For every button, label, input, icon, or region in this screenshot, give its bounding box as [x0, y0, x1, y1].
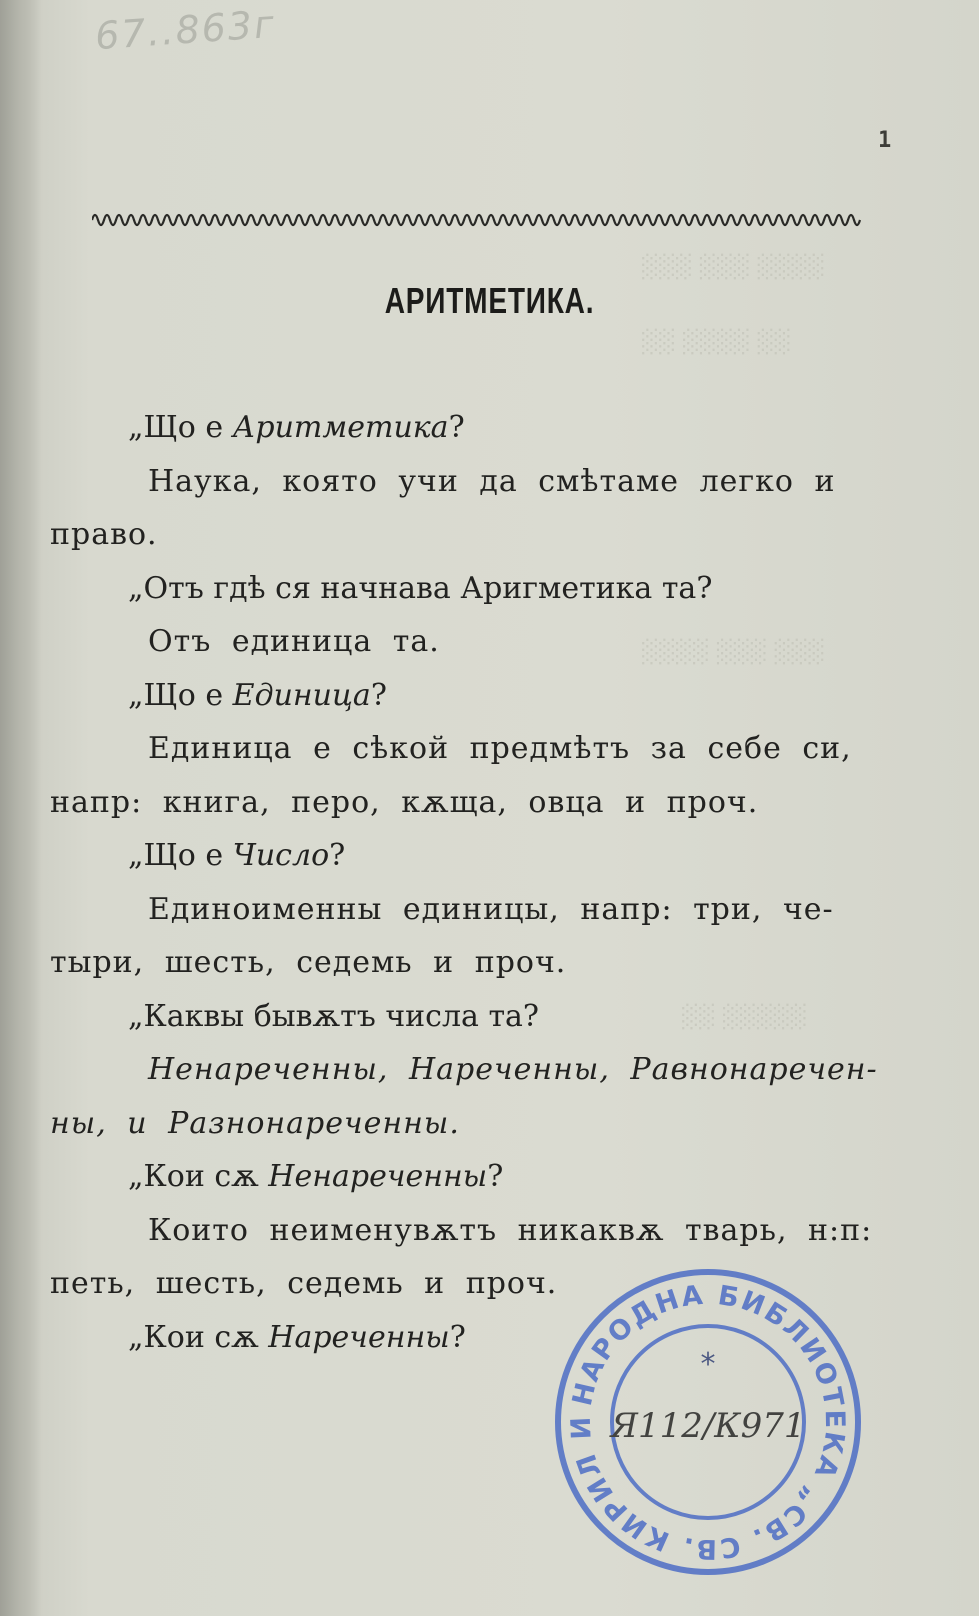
answer-line	[50, 723, 880, 777]
page-number: 1	[878, 128, 892, 153]
line-text: тыри, шесть, седемь и проч.	[50, 945, 567, 980]
line-text: ?	[370, 677, 387, 713]
question-line	[50, 563, 880, 617]
wavy-rule-ornament	[92, 200, 872, 240]
line-text: „Що е	[128, 677, 233, 713]
line-text: право.	[50, 517, 158, 552]
answer-line	[50, 884, 880, 938]
line-text: Единица е сѣкой предмѣтъ за себе си,	[148, 731, 852, 766]
line-text: Наука, която учи да смѣтаме легко и	[148, 463, 836, 499]
question-line	[50, 830, 880, 884]
answer-line	[50, 1098, 880, 1152]
line-text: „Каквы бывѫтъ числа та?	[128, 998, 540, 1034]
stamp-ring-text: НАРОДНА БИБЛИОТЕКА „СВ. СВ. КИРИЛ И	[565, 1279, 851, 1565]
shelfmark-pencil-note: 67..863г	[93, 1, 278, 59]
line-text: „Кои сѫ	[128, 1159, 269, 1194]
term-italic: Число	[232, 838, 330, 873]
line-text: ?	[487, 1159, 504, 1194]
line-text: „Кои сѫ	[128, 1319, 269, 1355]
term-italic: Единица	[232, 677, 371, 713]
term-italic: Ненареченны	[268, 1159, 488, 1194]
question-line	[50, 991, 880, 1045]
show-through-ghost: ░░░ ░░░ ░░░░	[640, 640, 824, 665]
question-line	[50, 1151, 880, 1205]
term-italic: Ненареченны, Нареченны, Равнонаречен-	[148, 1052, 878, 1087]
line-text: ?	[329, 838, 346, 873]
stamp-inventory-number: Я112/К971	[610, 1406, 806, 1446]
answer-line	[50, 777, 880, 831]
term-italic: Аритметика	[232, 410, 449, 445]
term-italic: ны,	[50, 1105, 128, 1141]
term-italic: и Разнонареченны.	[127, 1105, 460, 1141]
catechism-text	[50, 402, 880, 1365]
wavy-rule-graphic	[92, 200, 872, 240]
line-text: напр: книга, перо, кѫща, овца и проч.	[50, 784, 759, 820]
library-stamp	[548, 1262, 868, 1582]
stamp-star: *	[700, 1347, 716, 1382]
gutter-shadow	[0, 0, 42, 1616]
line-text: „Отъ гдѣ ся начнава Аригметика та?	[128, 570, 713, 606]
line-text: Които неименувѫтъ никаквѫ тварь, н:п:	[148, 1212, 873, 1248]
line-text: петь, шесть, седемь и проч.	[50, 1266, 558, 1301]
question-line	[50, 670, 880, 724]
line-text: ?	[449, 1319, 466, 1355]
question-line	[50, 402, 880, 456]
show-through-ghost: ░░░░░ ░░	[680, 1005, 806, 1030]
library-stamp-graphic	[548, 1262, 868, 1582]
answer-line	[50, 1044, 880, 1098]
answer-line	[50, 937, 880, 991]
answer-line	[50, 616, 880, 670]
answer-line	[50, 509, 880, 563]
line-text: ?	[448, 410, 465, 445]
page-title: АРИТМЕТИКА.	[384, 280, 595, 321]
line-text: Отъ единица та.	[148, 624, 440, 659]
line-text: „Що е	[128, 410, 233, 445]
term-italic: Нареченны	[268, 1319, 450, 1355]
show-through-ghost: ░░ ░░░░ ░░	[640, 330, 790, 355]
answer-line	[50, 456, 880, 510]
line-text: Единоименны единицы, напр: три, че-	[148, 891, 834, 927]
show-through-ghost: ░░░░ ░░░ ░░░	[640, 255, 824, 280]
answer-line	[50, 1205, 880, 1259]
line-text: „Що е	[128, 838, 233, 873]
